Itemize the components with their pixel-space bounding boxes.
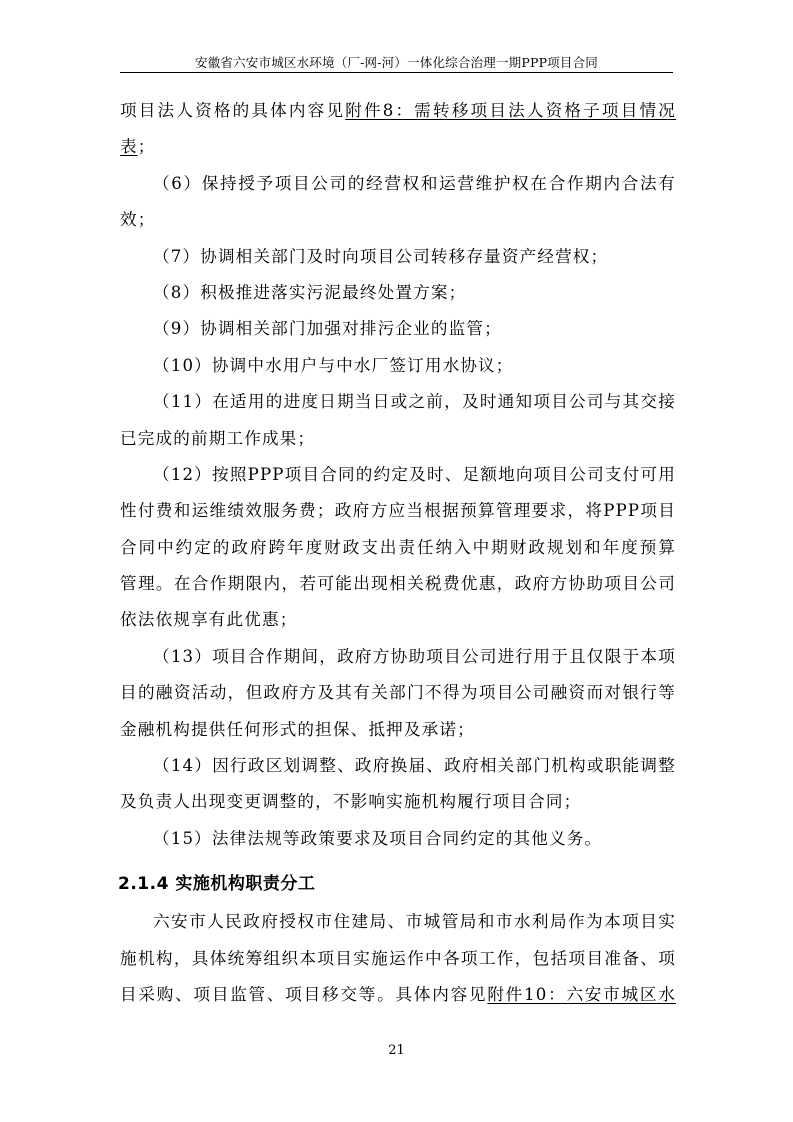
paragraph-line: （10）协调中水用户与中水厂签订用水协议； bbox=[153, 355, 514, 375]
paragraph-line: 效； bbox=[120, 210, 156, 230]
text-run: ； bbox=[137, 137, 156, 157]
paragraph-line: 合同中约定的政府跨年度财政支出责任纳入中期财政规划和年度预算 bbox=[120, 537, 676, 557]
paragraph-line: 性付费和运维绩效服务费；政府方应当根据预算管理要求，将PPP项目 bbox=[120, 501, 676, 521]
paragraph-line: （7）协调相关部门及时向项目公司转移存量资产经营权； bbox=[153, 246, 609, 266]
attachment-10-link[interactable]: 附件10：六安市城区水 bbox=[487, 984, 677, 1004]
paragraph-line bbox=[120, 93, 676, 129]
paragraph-line: （6）保持授予项目公司的经营权和运营维护权在合作期内合法有 bbox=[153, 173, 676, 193]
paragraph-line: （8）积极推进落实污泥最终处置方案； bbox=[153, 282, 467, 302]
page-number: 21 bbox=[388, 1043, 405, 1058]
paragraph-line: （11）在适用的进度日期当日或之前，及时通知项目公司与其交接 bbox=[153, 392, 676, 412]
paragraph-line: 管理。在合作期限内，若可能出现相关税费优惠，政府方协助项目公司 bbox=[120, 574, 676, 594]
paragraph-line: （12）按照PPP项目合同的约定及时、足额地向项目公司支付可用 bbox=[153, 464, 676, 484]
paragraph-line: 金融机构提供任何形式的担保、抵押及承诺； bbox=[120, 719, 475, 739]
section-heading: 2.1.4 实施机构职责分工 bbox=[118, 874, 316, 895]
paragraph-line: （9）协调相关部门加强对排污企业的监管； bbox=[153, 319, 502, 339]
attachment-8-link-continued[interactable]: 表 bbox=[120, 137, 138, 157]
paragraph-line: （14）因行政区划调整、政府换届、政府相关部门机构或职能调整 bbox=[153, 756, 676, 776]
document-body bbox=[120, 93, 676, 1013]
paragraph-line: （13）项目合作期间，政府方协助项目公司进行用于且仅限于本项 bbox=[153, 646, 676, 666]
header-rule bbox=[120, 72, 673, 73]
paragraph-line: 已完成的前期工作成果； bbox=[120, 428, 316, 448]
paragraph-line: 施机构，具体统筹组织本项目实施运作中各项工作，包括项目准备、项 bbox=[120, 948, 676, 968]
text-run: 目采购、项目监管、项目移交等。具体内容见 bbox=[120, 984, 488, 1004]
running-header: 安徽省六安市城区水环境（厂-网-河）一体化综合治理一期PPP项目合同 bbox=[195, 55, 598, 70]
paragraph-line: （15）法律法规等政策要求及项目合同约定的其他义务。 bbox=[153, 828, 603, 848]
attachment-8-link[interactable]: 附件8：需转移项目法人资格子项目情况 bbox=[345, 101, 676, 120]
paragraph-line: 及负责人出现变更调整的，不影响实施机构履行项目合同； bbox=[120, 792, 582, 812]
paragraph-line bbox=[120, 977, 676, 1013]
paragraph-line: 依法依规享有此优惠； bbox=[120, 610, 298, 630]
paragraph-line: 目的融资活动，但政府方及其有关部门不得为项目公司融资而对银行等 bbox=[120, 683, 676, 703]
paragraph-line bbox=[120, 129, 676, 165]
text-run: 项目法人资格的具体内容见 bbox=[120, 101, 346, 120]
paragraph-line: 六安市人民政府授权市住建局、市城管局和市水利局作为本项目实 bbox=[153, 912, 676, 932]
